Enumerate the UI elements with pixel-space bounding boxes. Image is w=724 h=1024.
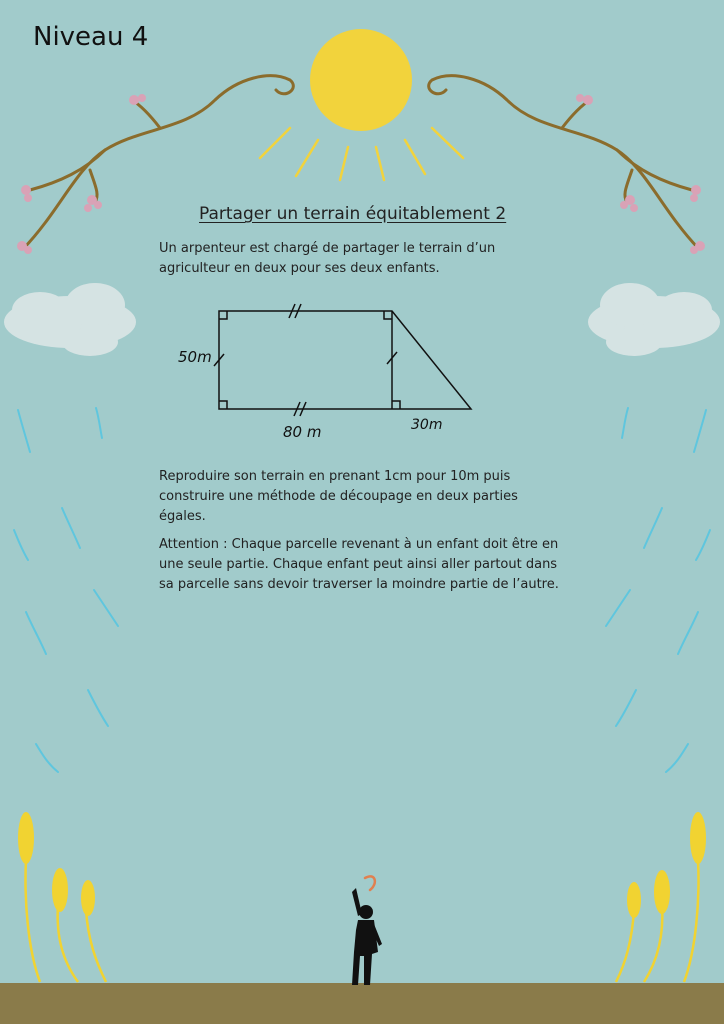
land-figure [214,304,471,416]
left-wheat-icon [18,812,106,982]
farmer-icon [352,876,382,985]
left-cloud-icon [4,283,136,356]
extension-label: 30m [411,417,443,433]
width-label: 80 m [283,423,322,441]
land-outline [219,311,471,409]
right-cloud-icon [588,283,720,356]
right-wheat-icon [616,812,706,982]
exercise-title: Partager un terrain équitablement 2 [199,204,507,224]
warning-paragraph: Attention : Chaque parcelle revenant à un enfant doit être en une seule partie. Chaque enfant peut ainsi aller partout dans sa parcelle sans devoir traverser la moindre partie de l’autre. [159,537,559,592]
ground [0,983,724,1024]
instruction-paragraph: Reproduire son terrain en prenant 1cm pour 10m puis construire une méthode de découpage en deux parties égales. [159,469,518,524]
level-heading: Niveau 4 [33,22,149,52]
right-rain-icon [606,408,710,772]
sun-icon [260,29,463,180]
height-label: 50m [178,348,212,366]
left-rain-icon [14,408,118,772]
intro-paragraph: Un arpenteur est chargé de partager le terrain d’un agriculteur en deux pour ses deux enfants. [159,241,496,276]
